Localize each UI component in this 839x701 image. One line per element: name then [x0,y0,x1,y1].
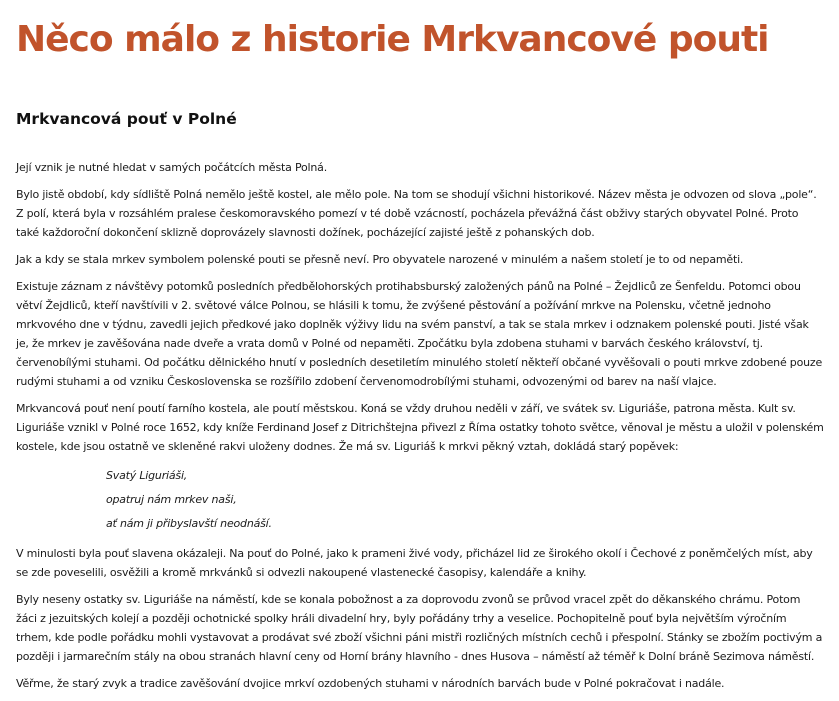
article-subtitle: Mrkvancová pouť v Polné [16,110,237,128]
article-body [16,158,824,693]
paragraph: Byly neseny ostatky sv. Liguriáše na náměstí, kde se konala pobožnost a za doprovodu zvonů se průvod vracel zpět do děkanského chrámu. Potom žáci z jezuitských kolejí a později ochotnické spolky hráli divadelní hry, byly pořádány trhy a veselice. Pochopitelně pouť byla největším výročním trhem, kde podle pořádku mohli vystavovat a prodávat své zboží všichni páni mistři rozličných místních cechů i přespolní. Stánky se zbožím poctivým a později i jarmarečním stály na obou stranách hlavní ceny od Horní brány hlavního - dnes Husova – náměstí až téměř k Dolní bráně Sezimova náměstí. [16,593,823,663]
paragraph: Bylo jistě období, kdy sídliště Polná nemělo ještě kostel, ale mělo pole. Na tom se shodují všichni historikové. Název města je odvozen od slova „pole“. Z polí, která byla v rozsáhlém pralese českomoravského pomezí v té době vzácností, pocházela převážná část obživy starých obyvatel Polné. Proto také každoroční dokončení sklizně doprovázely slavnosti dožínek, pocházející zajisté ještě z pohanských dob. [16,188,817,239]
poem-line: Svatý Liguriáši, [106,469,188,482]
paragraph: Její vznik je nutné hledat v samých počátcích města Polná. [16,161,327,174]
poem [106,464,824,536]
poem-line: ať nám ji přibyslavští neodnáší. [106,517,272,530]
paragraph: V minulosti byla pouť slavena okázaleji. Na pouť do Polné, jako k prameni živé vody, přicházel lid ze širokého okolí i Čechové z poněmčelých míst, aby se zde poveselili, osvěžili a kromě mrkvánků si odvezli nakoupené vlastenecké časopisy, kalendáře a knihy. [16,547,813,579]
article [16,0,824,701]
paragraph: Mrkvancová pouť není poutí farního kostela, ale poutí městskou. Koná se vždy druhou neděli v září, ve svátek sv. Liguriáše, patrona města. Kult sv. Liguriáše vznikl v Polné roce 1652, kdy kníže Ferdinand Josef z Ditrichštejna přivezl z Říma ostatky tohoto světce, věnoval je městu a uložil v polenském kostele, kde jsou ostatně ve skleněné rakvi uloženy dodnes. Že má sv. Liguriáš k mrkvi pěkný vztah, dokládá starý popěvek: [16,402,824,453]
paragraph: Jak a kdy se stala mrkev symbolem polenské pouti se přesně neví. Pro obyvatele narozené v minulém a našem století je to od nepaměti. [16,253,744,266]
poem-line: opatruj nám mrkev naši, [106,493,237,506]
paragraph: Věřme, že starý zvyk a tradice zavěšování dvojice mrkví ozdobených stuhami v národních barvách bude v Polné pokračovat i nadále. [16,677,725,690]
paragraph: Existuje záznam z návštěvy potomků posledních předbělohorských protihabsburský založených pánů na Polné – Žejdliců ze Šenfeldu. Potomci obou větví Žejdliců, kteří navštívili v 2. světové válce Polnou, se hlásili k tomu, že zvýšené pěstování a požívání mrkve na Polensku, včetně jednoho mrkvového dne v týdnu, zavedli jejich předkové jako doplněk výživy lidu na svém panství, a tak se stala mrkev i odznakem polenské pouti. Jisté však je, že mrkev je zavěšována nade dveře a vrata domů v Polné od nepaměti. Zpočátku byla zdobena stuhami v barvách českého království, tj. červenobílými stuhami. Od počátku dělnického hnutí v posledních desetiletím minulého století někteří občané vyvěšovali o pouti mrkve zdobené pouze rudými stuhami a od vzniku Československa se rozšířilo zdobení červenomodrobílými stuhami, odvozenými od barev na naší vlajce. [16,280,823,388]
page-title: Něco málo z historie Mrkvancové pouti [16,19,769,60]
